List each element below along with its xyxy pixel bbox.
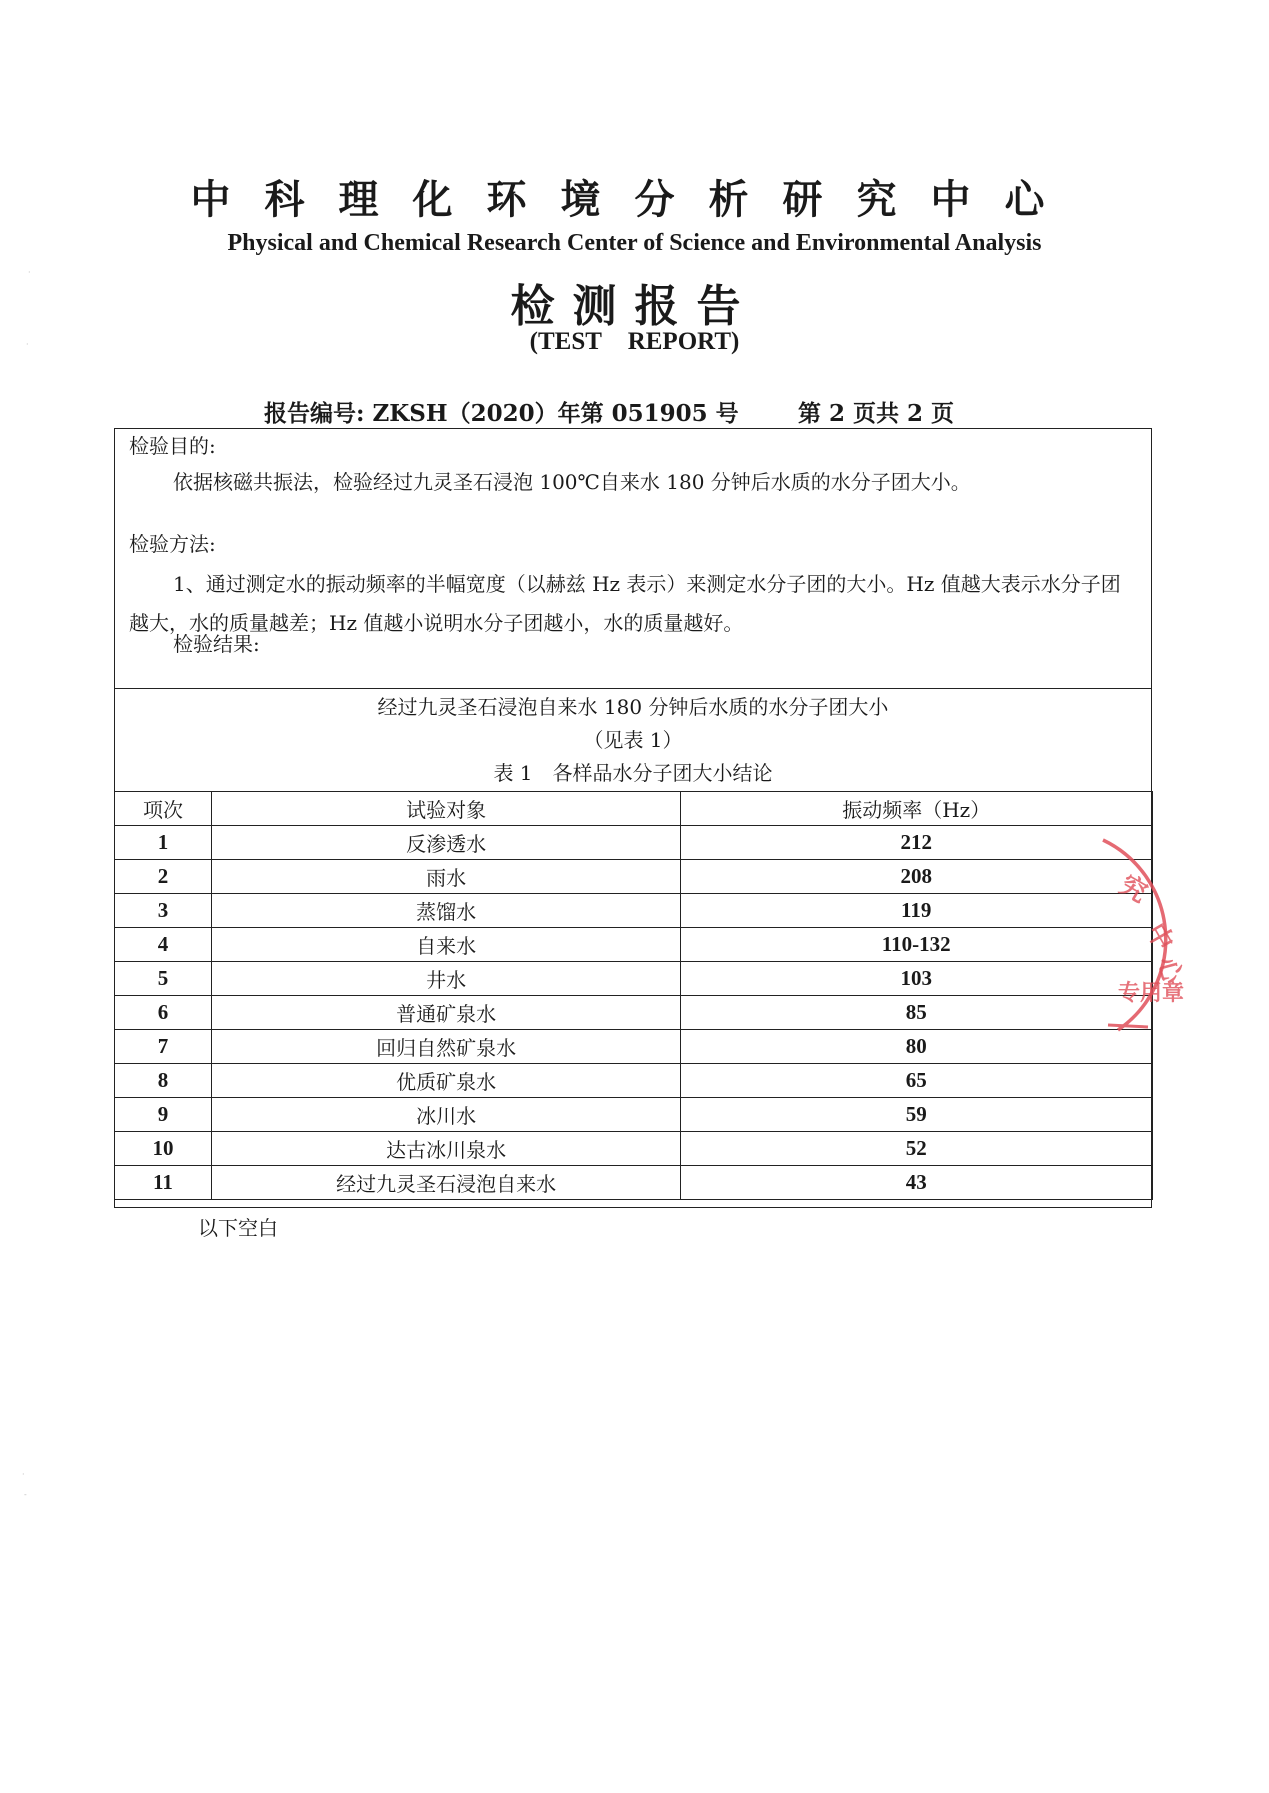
cell-index: 5 — [114, 962, 212, 996]
cell-index: 11 — [114, 1166, 212, 1200]
cell-sample: 冰川水 — [212, 1098, 681, 1132]
header-frequency: 振动频率（Hz） — [680, 792, 1152, 826]
scan-speck: · — [26, 340, 29, 349]
purpose-text: 依据核磁共振法，检验经过九灵圣石浸泡 100℃自来水 180 分钟后水质的水分子团大小。 — [173, 470, 971, 494]
table-caption-ref: （见表 1） — [583, 728, 683, 752]
section-divider — [115, 688, 1151, 689]
page-number: 第 2 页共 2 页 — [798, 400, 955, 427]
cell-sample: 反渗透水 — [212, 826, 681, 860]
cell-index: 7 — [114, 1030, 212, 1064]
cell-index: 6 — [114, 996, 212, 1030]
cell-frequency: 43 — [680, 1166, 1152, 1200]
table-row — [114, 1064, 1152, 1098]
cell-sample: 蒸馏水 — [212, 894, 681, 928]
cell-sample: 自来水 — [212, 928, 681, 962]
cell-sample: 优质矿泉水 — [212, 1064, 681, 1098]
report-title-cn: 检测报告 — [510, 281, 759, 332]
cell-index: 10 — [114, 1132, 212, 1166]
table-row — [114, 1132, 1152, 1166]
cell-frequency: 52 — [680, 1132, 1152, 1166]
cell-frequency: 85 — [680, 996, 1152, 1030]
cell-index: 3 — [114, 894, 212, 928]
result-label: 检验结果: — [173, 632, 260, 656]
results-table — [114, 791, 1153, 1200]
cell-sample: 回归自然矿泉水 — [212, 1030, 681, 1064]
table-header-row — [114, 792, 1152, 826]
cell-frequency: 59 — [680, 1098, 1152, 1132]
method-text: 1、通过测定水的振动频率的半幅宽度（以赫兹 Hz 表示）来测定水分子团的大小。Hz 值越大表示水分子团越大，水的质量越差；Hz 值越小说明水分子团越小，水的质量越好。 — [129, 572, 1121, 635]
cell-index: 4 — [114, 928, 212, 962]
cell-frequency: 110-132 — [680, 928, 1152, 962]
header-index: 项次 — [114, 792, 212, 826]
official-seal-stamp — [1058, 820, 1258, 1050]
cell-frequency: 80 — [680, 1030, 1152, 1064]
cell-sample: 雨水 — [212, 860, 681, 894]
table-row — [114, 894, 1152, 928]
table-row — [114, 928, 1152, 962]
cell-index: 9 — [114, 1098, 212, 1132]
cell-frequency: 119 — [680, 894, 1152, 928]
table-row — [114, 860, 1152, 894]
table-row — [114, 996, 1152, 1030]
cell-frequency: 65 — [680, 1064, 1152, 1098]
table-row — [114, 826, 1152, 860]
table-row — [114, 1098, 1152, 1132]
cell-index: 8 — [114, 1064, 212, 1098]
scan-speck: · — [28, 268, 31, 277]
report-number: 报告编号: ZKSH（2020）年第 051905 号 — [264, 400, 739, 427]
header-sample: 试验对象 — [212, 792, 681, 826]
purpose-label: 检验目的: — [129, 434, 216, 458]
blank-below-note: 以下空白 — [198, 1216, 278, 1240]
cell-sample: 井水 — [212, 962, 681, 996]
cell-frequency: 208 — [680, 860, 1152, 894]
cell-frequency: 212 — [680, 826, 1152, 860]
cell-index: 1 — [114, 826, 212, 860]
table-row — [114, 1030, 1152, 1064]
report-frame — [114, 428, 1152, 1208]
table-row — [114, 1166, 1152, 1200]
cell-sample: 达古冰川泉水 — [212, 1132, 681, 1166]
svg-text:中: 中 — [1139, 918, 1179, 957]
cell-index: 2 — [114, 860, 212, 894]
cell-sample: 经过九灵圣石浸泡自来水 — [212, 1166, 681, 1200]
scan-speck: - — [24, 1490, 27, 1499]
institution-title-cn: 中科理化环境分析研究中心 — [190, 177, 1079, 223]
institution-title-en: Physical and Chemical Research Center of Science and Environmental Analysis — [227, 230, 1042, 256]
table-caption-title: 经过九灵圣石浸泡自来水 180 分钟后水质的水分子团大小 — [377, 695, 889, 719]
cell-frequency: 103 — [680, 962, 1152, 996]
svg-text:专用章: 专用章 — [1118, 981, 1185, 1006]
svg-text:心: 心 — [1151, 954, 1187, 987]
scan-speck: · — [22, 1470, 25, 1479]
svg-text:究: 究 — [1114, 870, 1153, 910]
report-title-en: (TEST REPORT) — [529, 328, 740, 355]
table-caption-label: 表 1 各样品水分子团大小结论 — [493, 761, 773, 785]
method-label: 检验方法: — [129, 532, 216, 556]
cell-sample: 普通矿泉水 — [212, 996, 681, 1030]
table-row — [114, 962, 1152, 996]
